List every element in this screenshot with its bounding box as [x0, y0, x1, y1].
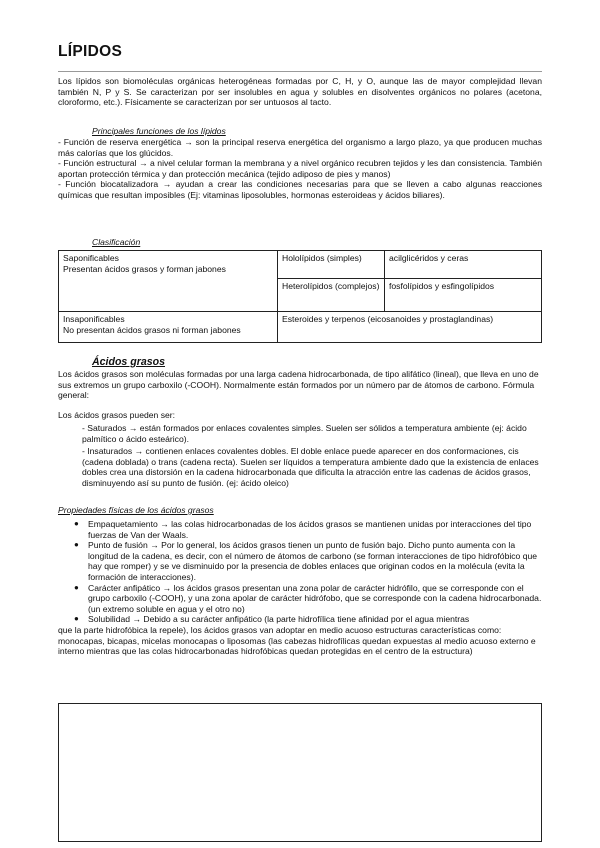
bullet-icon: ●: [74, 519, 79, 528]
insaponificables-desc: No presentan ácidos grasos ni forman jabones: [63, 324, 241, 335]
propiedad-empaquetamiento: ● Empaquetamiento → las colas hidrocarbonadas de los ácidos grasos se mantienen unidas por interacciones del tipo fuerzas de Van der Waals.: [74, 519, 532, 540]
saponificables-title: Saponificables: [63, 253, 119, 263]
saponificables-cell: [59, 251, 278, 312]
acidos-grasos-heading: Ácidos grasos: [92, 356, 166, 368]
acidos-intro: Los ácidos grasos son moléculas formadas por una larga cadena hidrocarbonada, de tipo alifático (lineal), que lleva en uno de sus extremos un grupo carboxilo (-COOH). Normalmente están formados por un número par de átomos de carbono. Fórmula general:: [58, 369, 539, 401]
funcion-reserva: - Función de reserva energética → son la principal reserva energética del organismo a largo plazo, ya que producen muchas más calorías que los glúcidos.: [58, 137, 542, 158]
insaponificables-title: Insaponificables: [63, 314, 125, 324]
holo-value-cell: acilglicéridos y ceras: [385, 251, 542, 279]
insaponificables-value-cell: Esteroides y terpenos (eicosanoides y prostaglandinas): [278, 312, 542, 343]
propiedades-list: [58, 519, 542, 657]
funciones-heading: Principales funciones de los lípidos: [92, 126, 226, 136]
propiedad-solubilidad: ● Solubilidad → Debido a su carácter anfipático (la parte hidrofílica tiene afinidad por el agua mientras: [74, 614, 470, 625]
funcion-biocatalizadora: - Función biocatalizadora → ayudan a crear las condiciones necesarias para que se lleven a cabo algunas reacciones químicas que resultan imposibles (Ej: vitaminas liposolubles, hormonas esteroideas y ácidos biliares).: [58, 179, 542, 200]
holo-label-cell: Hololípidos (simples): [278, 251, 385, 279]
propiedad-solubilidad-continuation: que la parte hidrofóbica la repele), los ácidos grasos van adoptar en medio acuoso estructuras características como: monocapas, bicapas, micelas monocapas o liposomas (las cabezas hidrofílicas quedan expuestas al medio acuoso externo e interno mientras que las colas hidrocarbonadas hidrofóbicas quedan protegidas en el centro de la estructura): [58, 624, 536, 657]
hetero-value-cell: fosfolípidos y esfingolípidos: [385, 279, 542, 312]
bullet-icon: ●: [74, 540, 79, 550]
propiedades-heading: Propiedades físicas de los ácidos grasos: [58, 505, 214, 515]
hetero-label-cell: Heterolípidos (complejos): [278, 279, 385, 312]
propiedad-caracter-anfipatico: ● Carácter anfipático → los ácidos grasos presentan una zona polar de carácter hidrófilo, que se corresponde con el grupo carboxilo (-COOH), y una zona apolar de carácter hidrófobo, que se corresponde con la cadena hidrocarbonada. (un extremo soluble en agua y el otro no): [74, 582, 542, 614]
empty-figure-box: [58, 703, 542, 842]
page-title: LÍPIDOS: [58, 43, 123, 60]
acidos-tipos-intro: Los ácidos grasos pueden ser:: [58, 410, 176, 420]
clasificacion-table: [58, 250, 542, 343]
intro-paragraph: Los lípidos son biomoléculas orgánicas heterogéneas formadas por C, H, y O, aunque las de mayor complejidad llevan también N, P y S. Se caracterizan por ser insolubles en agua y solubles en disolventes orgánicos no polares (acetona, cloroformo, etc.). Físicamente se caracterizan por ser untuosos al tacto.: [58, 76, 542, 108]
saponificables-desc: Presentan ácidos grasos y forman jabones: [63, 263, 226, 274]
insaponificables-cell: [59, 312, 278, 343]
title-divider: [58, 71, 542, 72]
insaturados-item: - Insaturados → contienen enlaces covalentes dobles. El doble enlace puede aparecer en dos conformaciones, cis (cadena doblada) o trans (cadena recta). Suelen ser líquidos a temperatura ambiente dado que la existencia de enlaces dobles crea una distorsión en la cadena hidrocarbonada que dificulta la atracción entre las cadenas de ácidos grasos, disminuyendo así su punto de fusión. (ej: ácido oleico): [82, 446, 539, 488]
bullet-icon: ●: [74, 582, 79, 592]
saturados-item: - Saturados → están formados por enlaces covalentes simples. Suelen ser sólidos a temperatura ambiente (ej: ácido palmítico o ácido esteárico).: [82, 423, 527, 444]
clasificacion-heading: Clasificación: [92, 237, 141, 247]
propiedad-punto-fusion: ● Punto de fusión → Por lo general, los ácidos grasos tienen un punto de fusión bajo. Dicho punto aumenta con la longitud de la cadena, es decir, con el número de átomos de carbono (se forman interacciones de tipo hidrofóbico que hay que romper) y se ve disminuido por la presencia de dobles enlaces que originan codos en la molécula (evita la formación de interacciones).: [74, 540, 538, 582]
bullet-icon: ●: [74, 614, 79, 624]
funcion-estructural: - Función estructural → a nivel celular forman la membrana y a nivel orgánico recubren tejidos y les dan consistencia. También aportan protección térmica y dan protección mecánica (tejido adiposo de pies y manos): [58, 158, 542, 179]
funciones-list: [58, 137, 542, 201]
